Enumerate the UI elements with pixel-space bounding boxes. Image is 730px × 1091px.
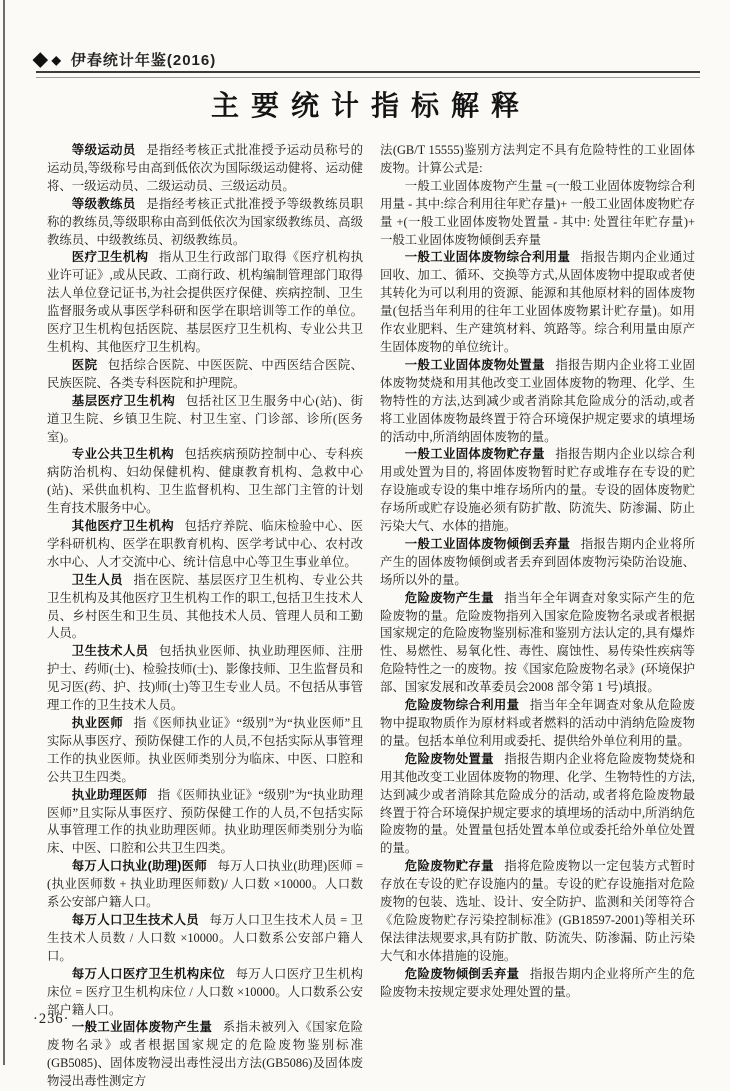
indicator-term: 执业医师 bbox=[71, 716, 124, 730]
indicator-definition: 指在医院、基层医疗卫生机构、专业公共卫生机构及其他医疗卫生机构工作的职工,包括卫生技术人员、乡村医生和卫生员、其他技术人员、管理人员和工勤人员。 bbox=[47, 572, 364, 641]
indicator-term: 每万人口执业(助理)医师 bbox=[71, 859, 207, 874]
indicator-term: 危险废物处置量 bbox=[404, 751, 494, 766]
indicator-paragraph bbox=[380, 142, 695, 178]
indicator-definition: 指报告期内企业将危险废物焚烧和用其他改变工业固体废物的物理、化学、生物特性的方法,达到减少或者消除其危险成分的活动, 或者将危险废物最终置于符合环境保护规定要求的填埋场的活动中,所消纳危险废物的量。处置量包括处置本单位或委托给外单位处置的量。 bbox=[380, 751, 695, 856]
indicator-paragraph bbox=[380, 590, 695, 697]
indicator-term: 基层医疗卫生机构 bbox=[71, 393, 176, 408]
indicator-term: 专业公共卫生机构 bbox=[71, 447, 174, 462]
indicator-definition: 系指未被列入《国家危险废物名录》或者根据国家规定的危险废物鉴别标准(GB5085)、固体废物浸出毒性浸出方法(GB5086)及固体废物浸出毒性测定方 bbox=[47, 1020, 364, 1089]
indicator-definition: 是指经考核正式批准授予等级教练员职称的教练员,等级职称由高到低依次为国家级教练员、高级教练员、中级教练员、初级教练员。 bbox=[47, 196, 364, 247]
indicator-paragraph bbox=[47, 196, 363, 250]
indicator-definition: 是指经考核正式批准授予运动员称号的运动员,等级称号由高到低依次为国际级运动健将、运动健将、一级运动员、二级运动员、三级运动员。 bbox=[47, 143, 364, 193]
indicator-term: 其他医疗卫生机构 bbox=[71, 519, 174, 534]
indicator-definition: 每万人口医疗卫生机构床位 = 医疗卫生机构床位 / 人口数 ×10000。人口数系公安部户籍人口。 bbox=[47, 966, 364, 1017]
indicator-paragraph bbox=[380, 249, 695, 356]
indicator-definition: 包括社区卫生服务中心(站)、街道卫生院、乡镇卫生院、村卫生室、门诊部、诊所(医务室)。 bbox=[47, 393, 363, 444]
indicator-paragraph bbox=[47, 715, 363, 787]
indicator-term: 卫生技术人员 bbox=[71, 644, 149, 659]
indicator-term: 危险废物综合利用量 bbox=[404, 698, 520, 713]
indicator-paragraph bbox=[380, 178, 695, 250]
indicator-definition: 每万人口执业(助理)医师 =(执业医师数 + 执业助理医师数)/ 人口数 ×10000。人口数系公安部户籍人口。 bbox=[47, 859, 363, 910]
indicator-definition: 指《医师执业证》“级别”为“执业医师”且实际从事医疗、预防保健工作的人员,不包括实际从事管理工作的执业医师。执业医师类别分为临床、中医、口腔和公共卫生四类。 bbox=[47, 716, 364, 784]
indicator-paragraph bbox=[380, 751, 695, 858]
indicator-definition: 包括综合医院、中医医院、中西医结合医院、民族医院、各类专科医院和护理院。 bbox=[47, 357, 364, 390]
indicator-term: 每万人口医疗卫生机构床位 bbox=[71, 966, 226, 981]
indicator-term: 一般工业固体废物产生量 bbox=[71, 1020, 213, 1035]
indicator-paragraph bbox=[380, 858, 695, 965]
indicator-definition: 包括疗养院、临床检验中心、医学科研机构、医学在职教育机构、医学考试中心、农村改水中心、人才交流中心、统计信息中心等卫生事业单位。 bbox=[47, 519, 364, 569]
indicator-term: 一般工业固体废物处置量 bbox=[404, 357, 545, 372]
indicator-definition: 指报告期内企业通过回收、加工、循环、交换等方式,从固体废物中提取或者使其转化为可以利用的资源、能源和其他原材料的固体废物量(包括当年利用的往年工业固体废物累计贮存量)。如用作农业肥料、生产建筑材料、筑路等。综合利用量由原产生固体废物的单位统计。 bbox=[380, 250, 696, 354]
indicator-definition: 指《医师执业证》“级别”为“执业助理医师”且实际从事医疗、预防保健工作的人员,不包括实际从事管理工作的执业助理医师。执业助理医师类别分为临床、中医、口腔和公共卫生四类。 bbox=[47, 787, 364, 856]
indicator-definition: 指报告期内企业将所产生的危险废物未按规定要求处理处置的量。 bbox=[380, 966, 696, 999]
page-header bbox=[33, 49, 216, 70]
indicator-paragraph bbox=[47, 787, 363, 859]
diamond-icon: ◆ bbox=[51, 52, 62, 67]
indicator-paragraph bbox=[47, 912, 363, 966]
left-column bbox=[47, 142, 363, 1091]
page-edge-scan-line bbox=[3, 0, 5, 1065]
indicator-definition: 法(GB/T 15555)鉴别方法判定不具有危险特性的工业固体废物。计算公式是: bbox=[380, 143, 695, 175]
indicator-definition: 每万人口卫生技术人员 = 卫生技术人员数 / 人口数 ×10000。人口数系公安部户籍人口。 bbox=[47, 912, 363, 963]
indicator-term: 执业助理医师 bbox=[71, 787, 148, 802]
page-title: 主要统计指标解释 bbox=[210, 90, 531, 121]
indicator-paragraph bbox=[47, 357, 363, 393]
indicator-term: 危险废物贮存量 bbox=[404, 859, 494, 874]
indicator-definition: 指当年全年调查对象从危险废物中提取物质作为原材料或者燃料的活动中消纳危险废物的量。包括本单位利用或委托、提供给外单位利用的量。 bbox=[380, 698, 696, 748]
indicator-paragraph bbox=[47, 142, 363, 196]
indicator-definition: 指当年全年调查对象实际产生的危险废物的量。危险废物指列入国家危险废物名录或者根据国家规定的危险废物鉴别标准和鉴别方法认定的,具有爆炸性、易燃性、易氧化性、毒性、腐蚀性、易传染性疾病等危险特性之一的废物。按《国家危险废物名录》(环境保护部、国家发展和改革委员会2008 部令第 1 号)填报。 bbox=[380, 590, 695, 695]
indicator-paragraph bbox=[47, 572, 363, 644]
indicator-term: 等级教练员 bbox=[71, 196, 136, 211]
indicator-definition: 指从卫生行政部门取得《医疗机构执业许可证》,或从民政、工商行政、机构编制管理部门取得法人单位登记证书,为社会提供医疗保健、疾病控制、卫生监督服务或从事医学科研和医学在职培训等工作的单位。医疗卫生机构包括医院、基层医疗卫生机构、专业公共卫生机构、其他医疗卫生机构。 bbox=[47, 250, 364, 354]
indicator-paragraph bbox=[47, 858, 363, 912]
indicator-paragraph bbox=[380, 697, 695, 751]
indicator-paragraph bbox=[47, 446, 363, 518]
indicator-term: 医院 bbox=[71, 357, 98, 372]
indicator-paragraph bbox=[47, 393, 363, 447]
indicator-term: 危险废物倾倒丢弃量 bbox=[404, 966, 520, 981]
indicator-term: 一般工业固体废物倾倒丢弃量 bbox=[404, 536, 571, 551]
diamond-icon: ◆ bbox=[33, 49, 49, 70]
indicator-paragraph bbox=[47, 249, 363, 356]
yearbook-title: 伊春统计年鉴(2016) bbox=[70, 52, 217, 69]
indicator-paragraph bbox=[47, 518, 363, 572]
indicator-term: 等级运动员 bbox=[71, 143, 136, 157]
indicator-paragraph bbox=[47, 966, 363, 1020]
indicator-definition: 指报告期内企业以综合利用或处置为目的, 将固体废物暂时贮存或堆存在专设的贮存设施或专设的集中堆存场所内的量。专设的固体废物贮存场所或贮存设施必须有防扩散、防流失、防渗漏、防止污染大气、水体的措施。 bbox=[380, 447, 696, 534]
indicator-paragraph bbox=[47, 1019, 363, 1091]
indicator-definition: 指报告期内企业将所产生的固体废物倾倒或者丢弃到固体废物污染防治设施、场所以外的量。 bbox=[380, 536, 696, 587]
page-number: ·236· bbox=[33, 1011, 70, 1027]
indicator-paragraph bbox=[380, 357, 695, 447]
indicator-term: 医疗卫生机构 bbox=[71, 250, 149, 265]
indicator-term: 危险废物产生量 bbox=[404, 590, 494, 605]
right-column bbox=[380, 142, 695, 1091]
indicator-paragraph bbox=[380, 966, 695, 1002]
indicator-term: 卫生人员 bbox=[71, 572, 123, 587]
indicator-definition: 包括疾病预防控制中心、专科疾病防治机构、妇幼保健机构、健康教育机构、急救中心(站)、采供血机构、卫生监督机构、卫生部门主管的计划生育技术服务中心。 bbox=[47, 447, 364, 516]
indicator-term: 每万人口卫生技术人员 bbox=[71, 912, 200, 927]
indicator-term: 一般工业固体废物贮存量 bbox=[404, 447, 545, 462]
indicator-paragraph bbox=[380, 536, 695, 590]
indicator-definition: 指报告期内企业将工业固体废物焚烧和用其他改变工业固体废物的物理、化学、生物特性的方法,达到减少或者消除其危险成分的活动,或者将工业固体废物最终置于符合环境保护规定要求的填埋场的活动中,所消纳固体废物的量。 bbox=[380, 357, 696, 444]
indicator-definition: 一般工业固体废物产生量 =(一般工业固体废物综合利用量 - 其中:综合利用往年贮存量)+ 一般工业固体废物贮存量 +(一般工业固体废物处置量 - 其中: 处置往年贮存量)+ 一般工业固体废物倾倒丢弃量 bbox=[380, 178, 695, 247]
indicator-paragraph bbox=[380, 446, 695, 536]
text-columns bbox=[47, 142, 695, 1091]
indicator-term: 一般工业固体废物综合利用量 bbox=[404, 250, 571, 265]
header-rule bbox=[36, 71, 700, 78]
indicator-definition: 指将危险废物以一定包装方式暂时存放在专设的贮存设施内的量。专设的贮存设施指对危险废物的包装、选址、设计、安全防护、监测和关闭等符合《危险废物贮存污染控制标准》(GB18597-2001)等相关环保法律法规要求,具有防扩散、防流失、防渗漏、防止污染大气和水体措施的设施。 bbox=[380, 859, 695, 963]
indicator-paragraph bbox=[47, 643, 363, 715]
indicator-definition: 包括执业医师、执业助理医师、注册护士、药师(士)、检验技师(士)、影像技师、卫生监督员和见习医(药、护、技)师(士)等卫生专业人员。不包括从事管理工作的卫生技术人员。 bbox=[47, 644, 364, 713]
